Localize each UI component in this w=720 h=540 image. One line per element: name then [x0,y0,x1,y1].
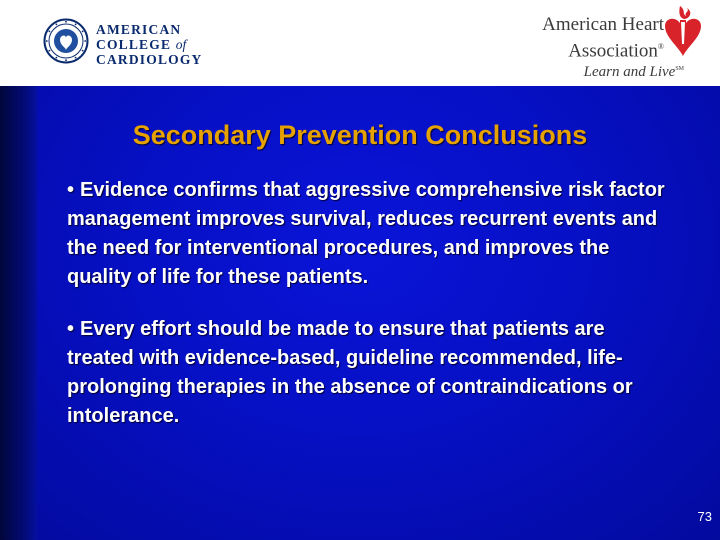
aha-logo-text [542,14,664,62]
acc-seal-icon [43,18,89,64]
bullet-dot: • [67,318,75,340]
acc-line-2-word: COLLEGE [96,37,172,52]
bullet-text: Every effort should be made to ensure that patients are treated with evidence-based, guideline recommended, life-prolonging therapies in the absence of contraindications or intolerance. [67,318,633,427]
bullet-item [67,315,667,431]
acc-line-3: CARDIOLOGY [96,52,203,67]
bullet-dot: • [67,179,75,201]
aha-tagline [584,64,684,81]
page-number: 73 [697,509,712,524]
aha-line-2 [542,36,664,62]
bullet-item [67,176,667,292]
slide-title: Secondary Prevention Conclusions [132,120,588,150]
heart-torch-icon [657,4,706,60]
aha-tagline-mark: SM [675,66,684,72]
aha-registered-mark: ® [657,42,664,51]
acc-line-2 [96,37,203,52]
aha-line-2-word: Association [568,40,658,62]
bullet-text: Evidence confirms that aggressive comprehensive risk factor management improves survival, reduces recurrent events and the need for interventional procedures, and improves the quality of life for these patients. [67,179,665,288]
acc-line-2-of: of [175,37,187,52]
acc-logo-text [96,22,203,67]
acc-line-1: AMERICAN [96,22,182,37]
aha-line-1: American Heart [542,14,664,35]
bullet-list [67,176,667,454]
aha-tagline-text: Learn and Live [583,64,676,80]
